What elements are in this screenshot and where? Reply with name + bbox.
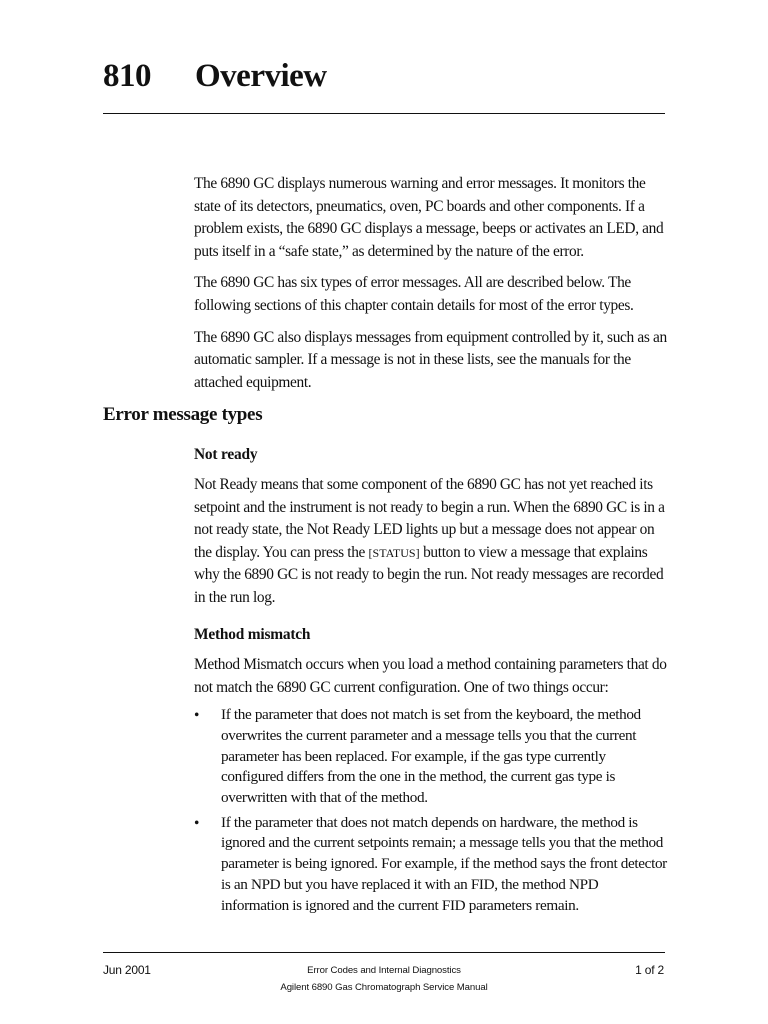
intro-section: [194, 173, 669, 394]
bullet-text: If the parameter that does not match depends on hardware, the method is ignored and the current setpoints remain; a message tells you that the method parameter is being ignored. For example, if the method says the front detector is an NPD but you have replaced it with an FID, the method NPD information is ignored and the current FID parameters remain.: [221, 813, 667, 914]
bullet-icon: •: [194, 707, 200, 725]
intro-paragraph: The 6890 GC displays numerous warning and error messages. It monitors the state of its detectors, pneumatics, oven, PC boards and other components. If a problem exists, the 6890 GC displays a message, beeps or activates an LED, and puts itself in a “safe state,” as determined by the nature of the error.: [194, 175, 664, 260]
header-divider: [103, 113, 665, 114]
method-mismatch-section: [194, 624, 669, 920]
bullet-text: If the parameter that does not match is set from the keyboard, the method overwrites the current parameter and a message tells you that the current parameter has been replaced. For example, if the gas type currently configured differs from the one in the method, the current gas type is overwritten with that of the method.: [221, 706, 641, 806]
not-ready-text-part1: Not Ready means that some component of the 6890 GC has not yet reached its setpoint and the instrument is not ready to begin a run. When the 6890 GC is in a not ready state, the Not Ready LED lights up but a message does not appear on the display. You can press the: [194, 476, 665, 561]
not-ready-section: [194, 444, 669, 610]
list-item: [194, 813, 669, 917]
chapter-title: Overview: [195, 58, 327, 94]
footer-manual-title: Agilent 6890 Gas Chromatograph Service Manual: [280, 982, 488, 993]
intro-paragraph: The 6890 GC also displays messages from equipment controlled by it, such as an automatic sampler. If a message is not in these lists, see the manuals for the attached equipment.: [194, 328, 667, 391]
list-item: [194, 705, 669, 809]
chapter-header: [103, 58, 665, 95]
footer-doc-title: Error Codes and Internal Diagnostics: [307, 965, 461, 976]
bullet-icon: •: [194, 814, 200, 832]
method-mismatch-lead: Method Mismatch occurs when you load a method containing parameters that do not match the 6890 GC current configuration. One of two things occur:: [194, 656, 667, 696]
footer-document-info: [230, 962, 538, 996]
not-ready-paragraph: [194, 474, 669, 610]
subheading-method-mismatch: Method mismatch: [194, 626, 311, 643]
status-key-label: [STATUS]: [368, 545, 420, 560]
footer-page-number: 1 of 2: [635, 963, 664, 977]
method-mismatch-bullet-list: [194, 705, 669, 916]
footer-date: Jun 2001: [103, 963, 151, 977]
not-ready-text-part2: button to view a message that explains why the 6890 GC is not ready to begin the run. Not ready messages are recorded in the run log.: [194, 543, 664, 606]
section-heading-error-message-types: Error message types: [103, 404, 263, 425]
intro-paragraph: The 6890 GC has six types of error messages. All are described below. The following sections of this chapter contain details for most of the error types.: [194, 274, 634, 314]
subheading-not-ready: Not ready: [194, 446, 258, 463]
footer-divider: [103, 952, 665, 953]
chapter-number: 810: [103, 58, 151, 94]
